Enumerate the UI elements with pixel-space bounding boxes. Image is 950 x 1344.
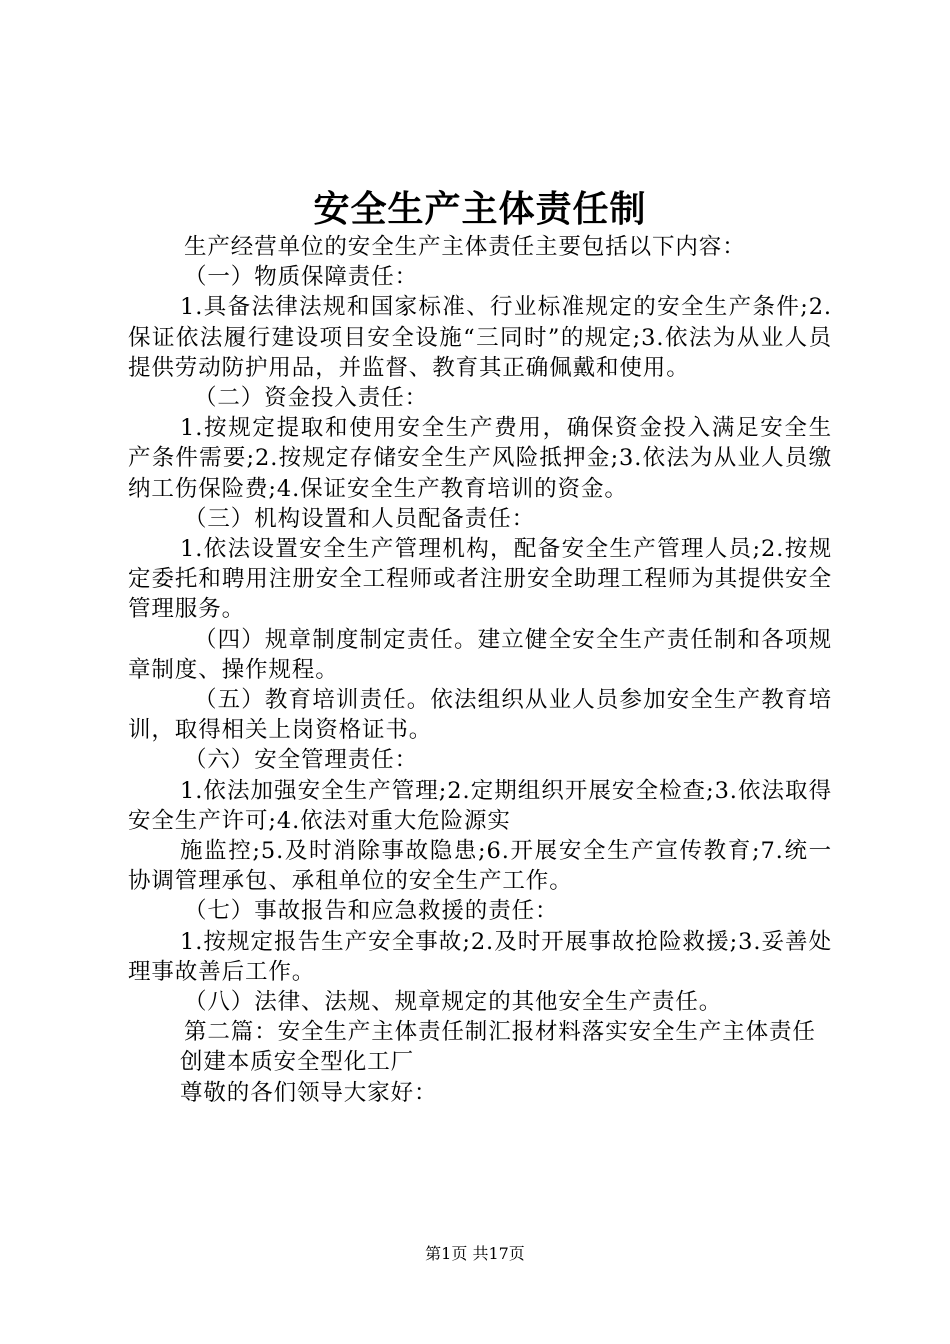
- paragraph: 施监控;5.及时消除事故隐患;6.开展安全生产宣传教育;7.统一协调管理承包、承租单位的安全生产工作。: [128, 838, 832, 895]
- paragraph: 1.按规定报告生产安全事故;2.及时开展事故抢险救援;3.妥善处理事故善后工作。: [128, 928, 832, 985]
- paragraph: （四）规章制度制定责任。建立健全安全生产责任制和各项规章制度、操作规程。: [128, 626, 832, 683]
- paragraph: （六）安全管理责任：: [184, 747, 419, 774]
- document-title: 安全生产主体责任制: [313, 188, 647, 230]
- paragraph: （七）事故报告和应急救援的责任：: [184, 898, 559, 925]
- paragraph: 1.依法设置安全生产管理机构，配备安全生产管理人员;2.按规定委托和聘用注册安全工程师或者注册安全助理工程师为其提供安全管理服务。: [128, 536, 832, 623]
- paragraph: 创建本质安全型化工厂: [180, 1049, 415, 1076]
- paragraph: 尊敬的各们领导大家好：: [180, 1079, 438, 1106]
- paragraph: （二）资金投入责任：: [194, 385, 429, 412]
- page-footer: 第1页 共17页: [425, 1244, 525, 1263]
- paragraph: （五）教育培训责任。依法组织从业人员参加安全生产教育培训，取得相关上岗资格证书。: [128, 687, 832, 744]
- paragraph: （八）法律、法规、规章规定的其他安全生产责任。: [184, 989, 723, 1016]
- paragraph: 1.按规定提取和使用安全生产费用，确保资金投入满足安全生产条件需要;2.按规定存储安全生产风险抵押金;3.依法为从业人员缴纳工伤保险费;4.保证安全生产教育培训的资金。: [128, 415, 832, 502]
- paragraph: 生产经营单位的安全生产主体责任主要包括以下内容：: [184, 234, 746, 260]
- document-body: [128, 232, 832, 1108]
- paragraph: 1.依法加强安全生产管理;2.定期组织开展安全检查;3.依法取得安全生产许可;4.依法对重大危险源实: [128, 777, 832, 834]
- paragraph: 1.具备法律法规和国家标准、行业标准规定的安全生产条件;2.保证依法履行建设项目安全设施“三同时”的规定;3.依法为从业人员提供劳动防护用品，并监督、教育其正确佩戴和使用。: [128, 294, 832, 381]
- paragraph: 第二篇：安全生产主体责任制汇报材料落实安全生产主体责任: [184, 1019, 816, 1046]
- paragraph: （一）物质保障责任：: [184, 264, 419, 291]
- paragraph: （三）机构设置和人员配备责任：: [184, 505, 536, 532]
